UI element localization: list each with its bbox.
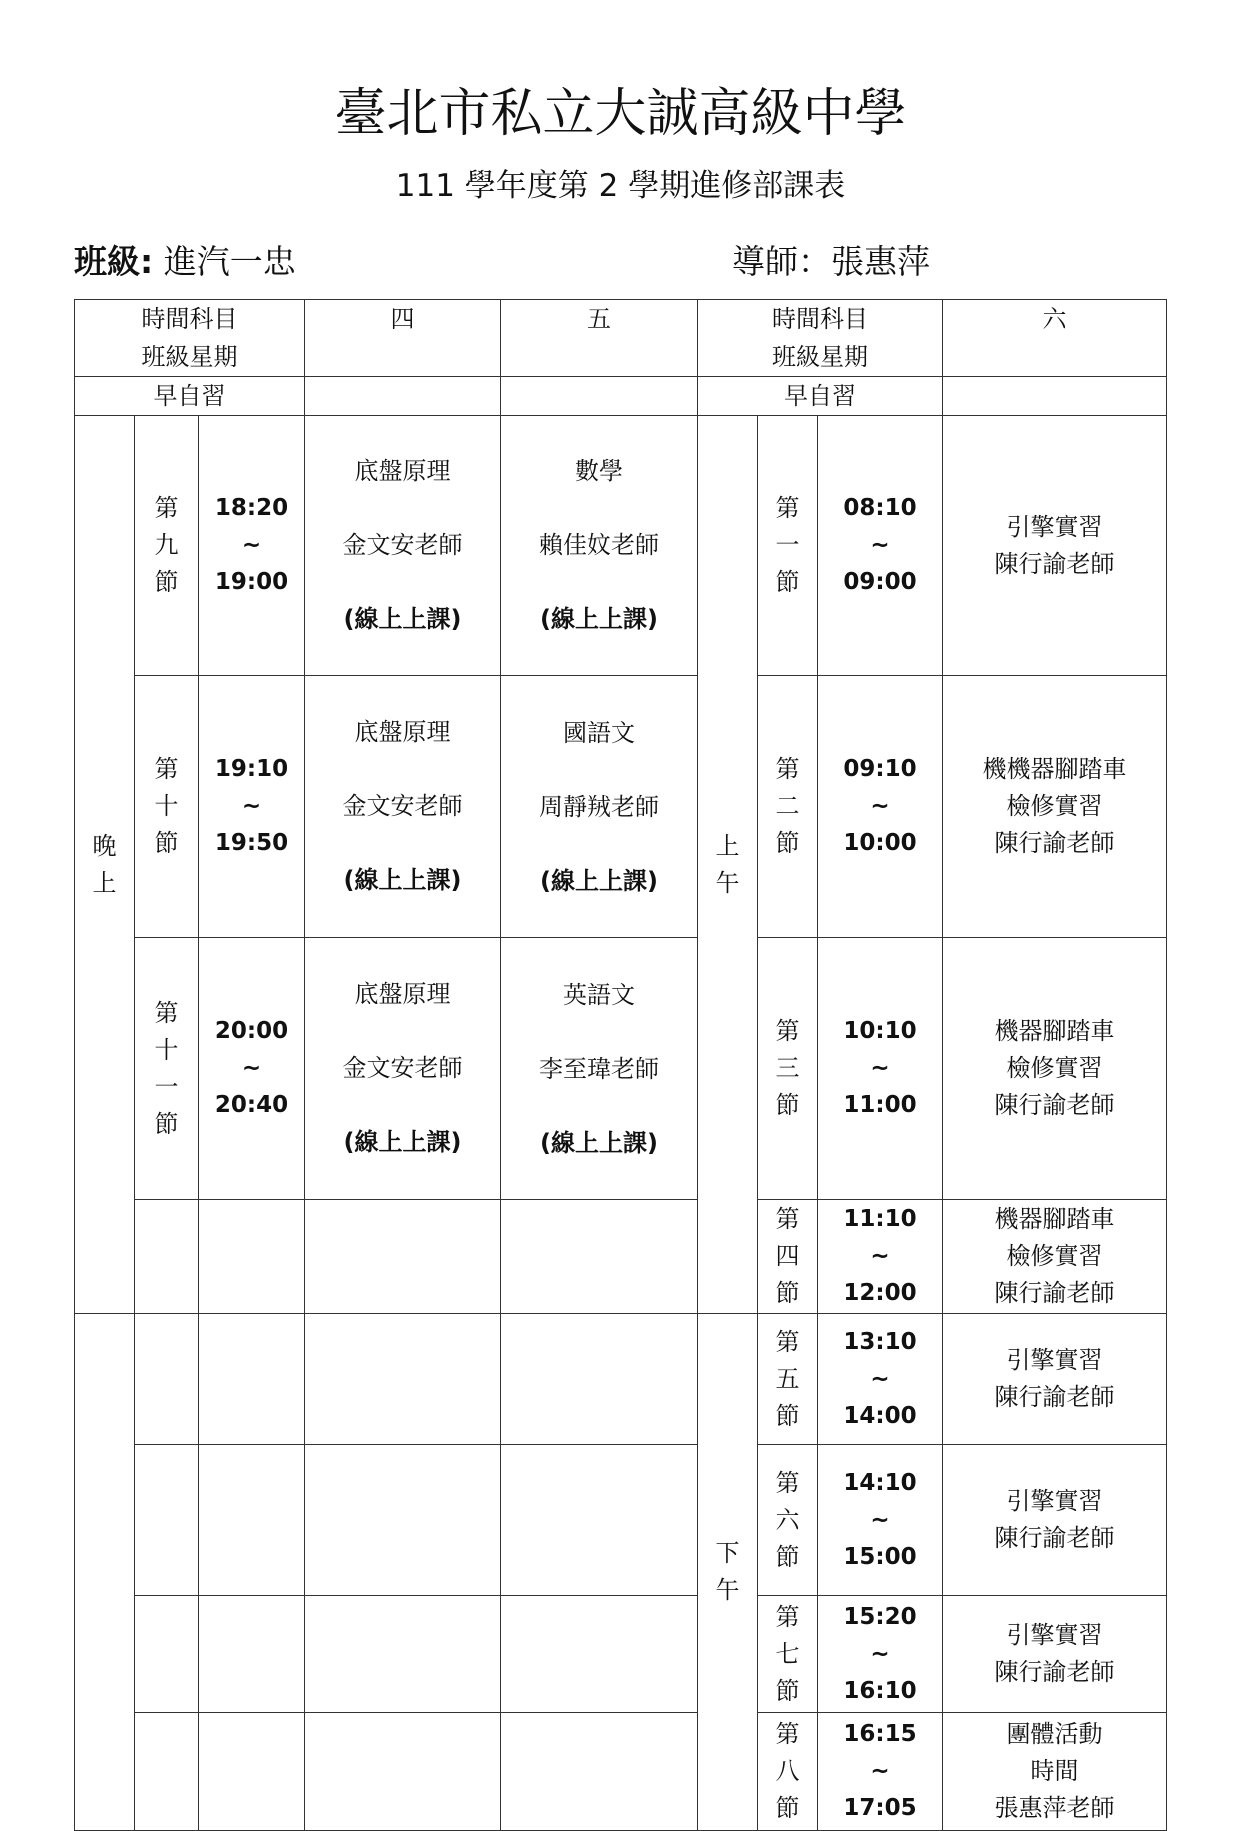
corner-bottom-label: 班級星期 (772, 343, 869, 371)
sat-course: 引擎實習 陳行諭老師 (943, 416, 1167, 676)
course-teacher: 金文安老師 (342, 1054, 463, 1082)
table-row (75, 1314, 1167, 1445)
empty-cell (135, 1596, 199, 1713)
timetable (74, 299, 1167, 1831)
period-time: 20:00 ~ 20:40 (199, 938, 305, 1200)
morning-study-row (75, 377, 1167, 416)
header-row (75, 300, 1167, 377)
empty-cell (305, 1596, 501, 1713)
fri-course (501, 416, 698, 676)
empty-cell (305, 377, 501, 416)
fri-course (501, 676, 698, 938)
class-info (74, 240, 296, 284)
empty-cell (501, 1200, 698, 1314)
period-label: 第 八 節 (758, 1713, 818, 1831)
thu-course (305, 938, 501, 1200)
period-time: 11:10 ~ 12:00 (818, 1200, 943, 1314)
empty-cell (501, 1314, 698, 1445)
empty-cell (501, 1445, 698, 1596)
day-header-fri: 五 (501, 300, 698, 377)
empty-cell (305, 1445, 501, 1596)
sat-course: 機器腳踏車 檢修實習 陳行諭老師 (943, 1200, 1167, 1314)
table-row (75, 1596, 1167, 1713)
period-time: 09:10 ~ 10:00 (818, 676, 943, 938)
sat-course: 引擎實習 陳行諭老師 (943, 1445, 1167, 1596)
class-name: 進汽一忠 (163, 242, 296, 281)
sat-course: 團體活動 時間 張惠萍老師 (943, 1713, 1167, 1831)
course-name: 底盤原理 (354, 457, 451, 485)
course-mode: (線上上課) (343, 1128, 462, 1156)
course-mode: (線上上課) (540, 1129, 658, 1157)
mentor-info (732, 240, 930, 284)
fri-course (501, 938, 698, 1200)
course-mode: (線上上課) (343, 866, 462, 894)
mentor-label: 導師： (732, 242, 831, 281)
corner-bottom-label: 班級星期 (141, 343, 238, 371)
period-label: 第 五 節 (758, 1314, 818, 1445)
thu-course (305, 676, 501, 938)
period-label: 第 一 節 (758, 416, 818, 676)
empty-cell (199, 1713, 305, 1831)
period-time: 10:10 ~ 11:00 (818, 938, 943, 1200)
page-title: 臺北市私立大誠高級中學 (334, 84, 907, 144)
period-time: 16:15 ~ 17:05 (818, 1713, 943, 1831)
empty-cell (135, 1314, 199, 1445)
course-name: 底盤原理 (354, 718, 451, 746)
course-name: 底盤原理 (354, 980, 451, 1008)
period-label: 第 二 節 (758, 676, 818, 938)
empty-cell (199, 1200, 305, 1314)
empty-cell (501, 1713, 698, 1831)
table-row (75, 1445, 1167, 1596)
table-row (75, 416, 1167, 676)
corner-top-label: 時間科目 (141, 305, 238, 333)
period-label: 第 三 節 (758, 938, 818, 1200)
period-label: 第 六 節 (758, 1445, 818, 1596)
course-teacher: 金文安老師 (342, 792, 463, 820)
morning-study-right: 早自習 (698, 377, 943, 416)
period-time: 15:20 ~ 16:10 (818, 1596, 943, 1713)
class-label: 班級: (74, 242, 154, 281)
empty-cell (75, 1314, 135, 1831)
corner-top-label: 時間科目 (772, 305, 869, 333)
sat-course: 引擎實習 陳行諭老師 (943, 1314, 1167, 1445)
period-label: 第 九 節 (135, 416, 199, 676)
corner-header-right (698, 300, 943, 377)
table-row (75, 1713, 1167, 1831)
empty-cell (135, 1445, 199, 1596)
empty-cell (135, 1200, 199, 1314)
course-name: 英語文 (563, 981, 636, 1009)
sat-course: 引擎實習 陳行諭老師 (943, 1596, 1167, 1713)
course-teacher: 金文安老師 (342, 531, 463, 559)
course-teacher: 周靜羢老師 (539, 793, 660, 821)
empty-cell (943, 377, 1167, 416)
empty-cell (305, 1200, 501, 1314)
sat-course: 機機器腳踏車 檢修實習 陳行諭老師 (943, 676, 1167, 938)
course-teacher: 賴佳妏老師 (539, 531, 660, 559)
section-afternoon: 下 午 (698, 1314, 758, 1831)
course-mode: (線上上課) (540, 605, 658, 633)
period-time: 08:10 ~ 09:00 (818, 416, 943, 676)
table-row (75, 1200, 1167, 1314)
empty-cell (501, 1596, 698, 1713)
day-header-thu: 四 (305, 300, 501, 377)
course-mode: (線上上課) (540, 867, 658, 895)
empty-cell (305, 1314, 501, 1445)
empty-cell (305, 1713, 501, 1831)
period-time: 19:10 ~ 19:50 (199, 676, 305, 938)
thu-course (305, 416, 501, 676)
period-label: 第 七 節 (758, 1596, 818, 1713)
sat-course: 機器腳踏車 檢修實習 陳行諭老師 (943, 938, 1167, 1200)
table-row (75, 938, 1167, 1200)
period-time: 18:20 ~ 19:00 (199, 416, 305, 676)
course-mode: (線上上課) (343, 605, 462, 633)
period-label: 第 十 節 (135, 676, 199, 938)
section-evening: 晚 上 (75, 416, 135, 1314)
page-subtitle: 111 學年度第 2 學期進修部課表 (395, 168, 846, 204)
period-time: 13:10 ~ 14:00 (818, 1314, 943, 1445)
empty-cell (501, 377, 698, 416)
empty-cell (135, 1713, 199, 1831)
period-time: 14:10 ~ 15:00 (818, 1445, 943, 1596)
morning-study-left: 早自習 (75, 377, 305, 416)
empty-cell (199, 1314, 305, 1445)
course-name: 數學 (575, 457, 624, 485)
period-label: 第 十 一 節 (135, 938, 199, 1200)
section-morning: 上 午 (698, 416, 758, 1314)
day-header-sat: 六 (943, 300, 1167, 377)
course-teacher: 李至瑋老師 (539, 1055, 660, 1083)
corner-header-left (75, 300, 305, 377)
empty-cell (199, 1445, 305, 1596)
empty-cell (199, 1596, 305, 1713)
mentor-name: 張惠萍 (831, 242, 930, 281)
course-name: 國語文 (563, 719, 636, 747)
period-label: 第 四 節 (758, 1200, 818, 1314)
table-row (75, 676, 1167, 938)
